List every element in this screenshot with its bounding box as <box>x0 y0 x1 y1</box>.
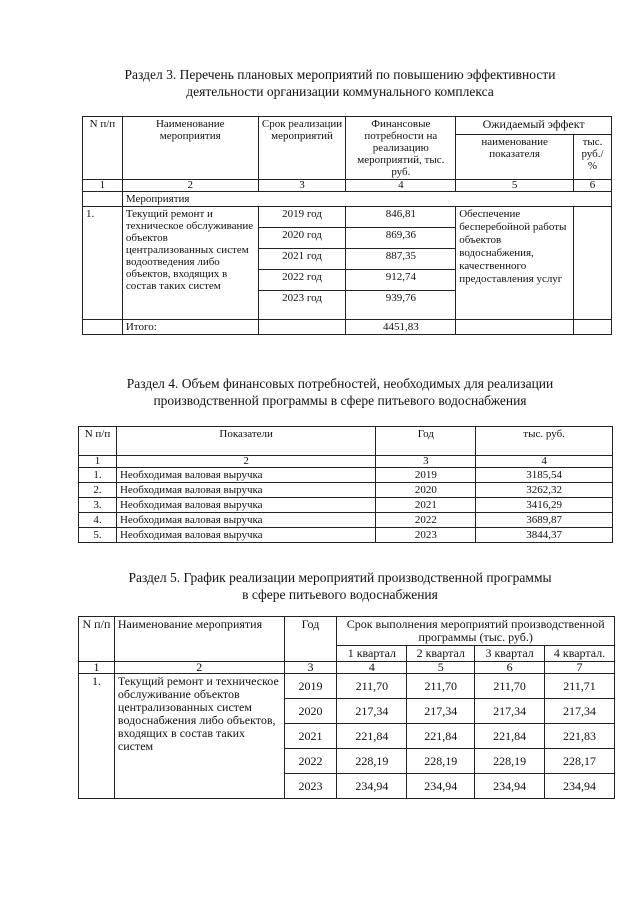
section5-title: Раздел 5. График реализации мероприятий производственной программы в сфере питьевого водоснабжения <box>128 570 552 602</box>
header-q4: 4 квартал. <box>545 646 615 662</box>
total-row <box>83 320 612 335</box>
column-numbers: 1 2 3 4 5 6 7 <box>79 662 615 674</box>
table-row: 2. Необходимая валовая выручка 2020 3262,32 <box>79 483 613 498</box>
header-q2: 2 квартал <box>407 646 475 662</box>
header-fin: Финансовые потребности на реализацию мероприятий, тыс. руб. <box>346 117 456 180</box>
header-num: N п/п <box>83 117 123 180</box>
header-q3: 3 квартал <box>475 646 545 662</box>
header-name: Наименование мероприятия <box>122 117 258 180</box>
table-row: 2022 228,19 228,19 228,19 228,17 <box>79 749 615 774</box>
table-row: 3. Необходимая валовая выручка 2021 3416,29 <box>79 498 613 513</box>
section4-title: Раздел 4. Объем финансовых потребностей, необходимых для реализации производственной программы в сфере питьевого водоснабжения <box>126 376 554 408</box>
total-value: 4451,83 <box>346 320 456 335</box>
table-row: 1. Текущий ремонт и техническое обслуживание объектов централизованных систем водоотведения либо объектов, входящих в состав таких систем 2019 год 846,81 Обеспечение бесперебойной работы объектов водоснабжения, качественного предоставления услуг <box>83 207 612 228</box>
header-num: N п/п <box>79 427 117 456</box>
header-year: Год <box>284 617 337 662</box>
row-effect: Обеспечение бесперебойной работы объектов водоснабжения, качественного предоставления услуг <box>456 207 574 320</box>
total-label: Итого: <box>122 320 258 335</box>
header-term: Срок реализации мероприятий <box>258 117 346 180</box>
column-numbers: 1 2 3 4 <box>79 456 613 468</box>
row-num: 1. <box>79 674 115 799</box>
group-label: Мероприятия <box>122 192 611 207</box>
table-row: 1. Текущий ремонт и техническое обслуживание объектов централизованных систем водоснабжения либо объектов, входящих в состав таких систем 2019 211,70 211,70 211,70 211,71 <box>79 674 615 699</box>
header-q1: 1 квартал <box>337 646 407 662</box>
header-value: тыс. руб. <box>476 427 613 456</box>
header-name: Показатели <box>116 427 375 456</box>
row-num: 1. <box>83 207 123 320</box>
header-num: N п/п <box>79 617 115 662</box>
header-term: Срок выполнения мероприятий производственной программы (тыс. руб.) <box>337 617 615 646</box>
table-row: 1. Необходимая валовая выручка 2019 3185,54 <box>79 468 613 483</box>
table-row: 2023 234,94 234,94 234,94 234,94 <box>79 774 615 799</box>
column-numbers: 1 2 3 4 5 6 <box>83 180 612 192</box>
header-effect: Ожидаемый эффект <box>456 117 612 135</box>
header-name: Наименование мероприятия <box>114 617 284 662</box>
table-row: 2021 221,84 221,84 221,84 221,83 <box>79 724 615 749</box>
row-name: Текущий ремонт и техническое обслуживание объектов централизованных систем водоснабжения либо объектов, входящих в состав таких систем <box>114 674 284 799</box>
table-row: 5. Необходимая валовая выручка 2023 3844,37 <box>79 528 613 543</box>
table-row: 2020 217,34 217,34 217,34 217,34 <box>79 699 615 724</box>
section3-table: N п/п Наименование мероприятия Срок реализации мероприятий Финансовые потребности на реализацию мероприятий, тыс. руб. Ожидаемый эффект наименование показателя тыс. руб./ % 1 2 3 4 5 6 Мероприятия 1. Текущий ремонт и техническое обслуживание объектов централизованных систем водоотведения либо объектов, входящих в состав таких систем 2019 год 846,81 Обеспечение бесперебойной работы объектов водоснабжения, качественного предоставления услуг 2020 год 869,36 2021 год 887,35 2022 год 912,74 2023 год 939,76 Итого: 4451,83 <box>82 116 612 335</box>
section3-title: Раздел 3. Перечень плановых мероприятий по повышению эффективности деятельности организации коммунального комплекса <box>124 67 556 99</box>
section4-table <box>78 426 613 543</box>
table-row: 4. Необходимая валовая выручка 2022 3689,87 <box>79 513 613 528</box>
row-name: Текущий ремонт и техническое обслуживание объектов централизованных систем водоотведения либо объектов, входящих в состав таких систем <box>122 207 258 320</box>
header-effect-unit: тыс. руб./ % <box>574 135 612 180</box>
header-effect-name: наименование показателя <box>456 135 574 180</box>
section5-table <box>78 616 615 799</box>
header-year: Год <box>376 427 476 456</box>
